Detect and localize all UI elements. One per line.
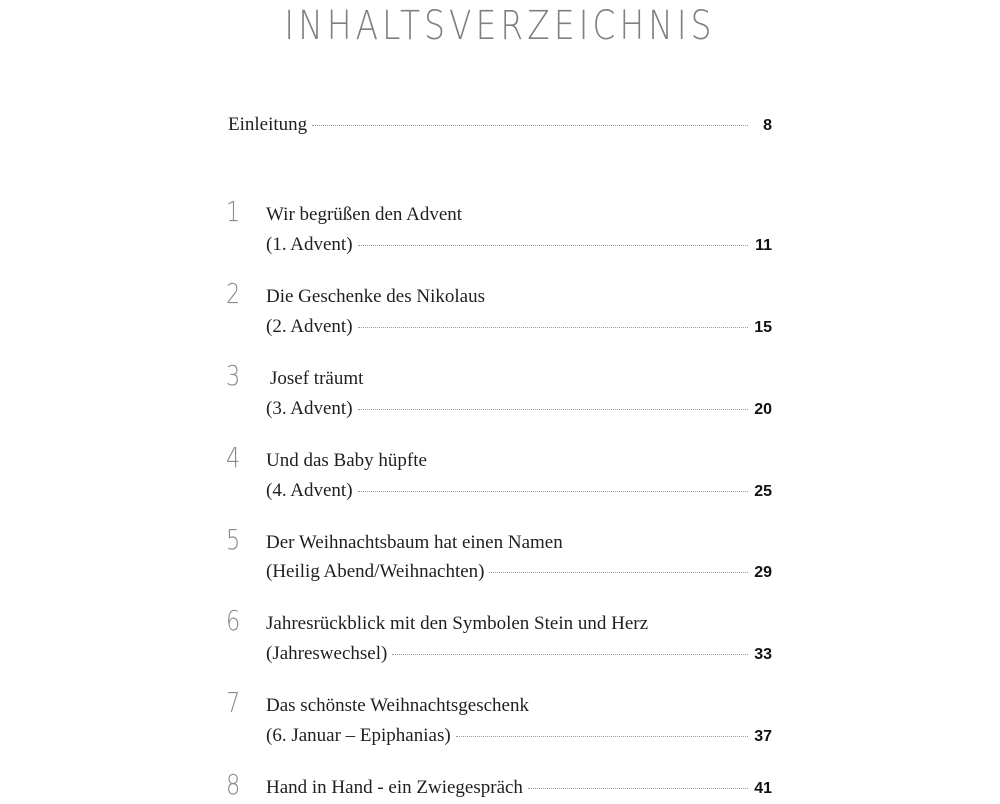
toc-entry-chapter-1[interactable] <box>266 230 772 260</box>
chapter-number: 1 <box>226 195 241 228</box>
chapter-number: 7 <box>226 686 241 719</box>
dot-leader <box>456 736 748 737</box>
chapter-title[interactable]: Der Weihnachtsbaum hat einen Namen <box>266 532 563 553</box>
toc-entry-chapter-4[interactable] <box>266 476 772 506</box>
chapter-title[interactable]: Die Geschenke des Nikolaus <box>266 286 485 307</box>
chapter-number: 5 <box>226 523 241 556</box>
toc-entry-chapter-7[interactable] <box>266 721 772 751</box>
dot-leader <box>528 788 748 789</box>
toc-entry-chapter-8[interactable] <box>266 773 772 803</box>
toc-entry-intro[interactable] <box>228 110 772 140</box>
chapter-title[interactable]: Das schönste Weihnachtsgeschenk <box>266 695 529 716</box>
toc-page-number: 8 <box>763 117 772 134</box>
chapter-subtitle: (2. Advent) <box>266 316 353 337</box>
dot-leader <box>358 245 748 246</box>
chapter-subtitle: (Heilig Abend/Weihnachten) <box>266 561 485 582</box>
chapter-subtitle: (Jahreswechsel) <box>266 643 388 664</box>
dot-leader <box>358 491 748 492</box>
dot-leader <box>358 409 748 410</box>
chapter-subtitle: (3. Advent) <box>266 398 353 419</box>
chapter-title[interactable]: Josef träumt <box>270 368 364 389</box>
chapter-number: 3 <box>226 359 241 392</box>
chapter-number: 8 <box>226 768 241 801</box>
dot-leader <box>358 327 748 328</box>
dot-leader <box>489 572 748 573</box>
toc-page-number: 37 <box>754 728 772 745</box>
chapter-title[interactable]: Und das Baby hüpfte <box>266 450 427 471</box>
chapter-number: 4 <box>226 441 241 474</box>
toc-page-number: 15 <box>754 319 772 336</box>
toc-entry-chapter-3[interactable] <box>266 394 772 424</box>
toc-page-number: 41 <box>754 780 772 797</box>
page-title: INHALTSVERZEICHNIS <box>284 3 716 49</box>
chapter-subtitle: (4. Advent) <box>266 480 353 501</box>
toc-page-number: 25 <box>754 483 772 500</box>
chapter-subtitle: (1. Advent) <box>266 234 353 255</box>
dot-leader <box>312 125 748 126</box>
chapter-title[interactable]: Jahresrückblick mit den Symbolen Stein und Herz <box>266 613 649 634</box>
toc-page-number: 20 <box>754 401 772 418</box>
chapter-number: 6 <box>226 604 241 637</box>
toc-entry-label: Einleitung <box>228 114 308 135</box>
chapter-title: Hand in Hand - ein Zwiegespräch <box>266 777 523 798</box>
toc-page-number: 33 <box>754 646 772 663</box>
toc-page-number: 29 <box>754 564 772 581</box>
dot-leader <box>392 654 748 655</box>
toc-entry-chapter-6[interactable] <box>266 639 772 669</box>
chapter-title[interactable]: Wir begrüßen den Advent <box>266 204 463 225</box>
chapter-number: 2 <box>226 277 241 310</box>
toc-entry-chapter-2[interactable] <box>266 312 772 342</box>
chapter-subtitle: (6. Januar – Epiphanias) <box>266 725 451 746</box>
toc-entry-chapter-5[interactable] <box>266 557 772 587</box>
toc-page-number: 11 <box>755 237 772 254</box>
